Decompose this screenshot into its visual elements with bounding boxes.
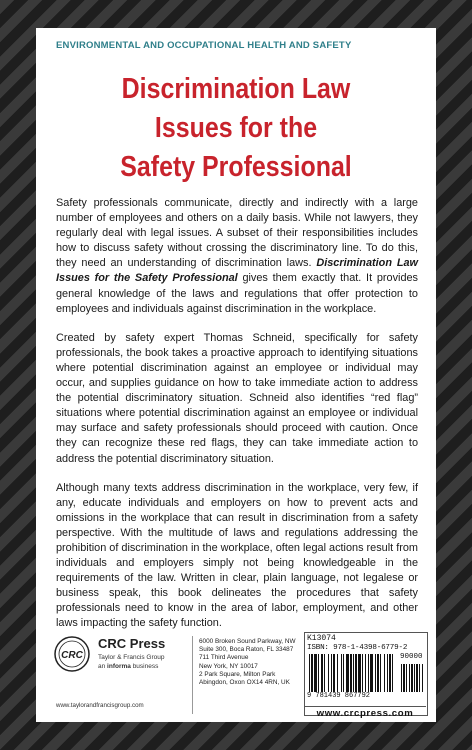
barcode-digits: 9 781439 867792 — [307, 692, 371, 700]
title-line-1: Discrimination Law — [121, 73, 351, 105]
paragraph-3: Although many texts address discrimination in the workplace, very few, if any, educate individuals and employers on how to prevent acts and omissions in the workplace that can result in discrimination from a safety perspective. With the multitude of laws and regulations addressing the prohibition of discrimination in the workplace, often legal actions result from individuals and employers simply not being knowledgeable in the requirements of the law. Written in clear, plain language, not legalese or business speak, this book delineates the procedures that safety professionals need to know in the area of labor, employment, and other laws impacting the safety function. — [56, 481, 418, 630]
publisher-name: CRC Press — [98, 636, 166, 651]
paragraph-1-text-a: Safety professionals communicate, directly and indirectly with a large number of employees and others on a daily basis. While not lawyers, they regularly deal with legal issues. A subset of their responsibilities includes how to discuss safety without crossing the discriminatory line. To do this, they need an understanding of discrimination laws. — [56, 197, 418, 270]
informa-bold: informa — [107, 663, 131, 670]
isbn-barcode-box — [304, 632, 428, 716]
product-code: K13074 — [307, 634, 336, 643]
paragraph-2: Created by safety expert Thomas Schneid, specifically for safety professionals, the book takes a proactive approach to identifying situations where potential discrimination against an employee or individual may occur, and supplies guidance on how to take immediate action to address the potential discriminatory situation. Schneid also identifies “red flag” situations where potential discrimination against an employee or individual may surface and safety professionals should proceed with caution. Once they can recognize these red flags, they can take immediate action to address the potential discriminatory situation. — [56, 331, 418, 465]
book-title — [64, 70, 408, 187]
publisher-url: www.taylorandfrancisgroup.com — [56, 702, 144, 709]
address-line: 6000 Broken Sound Parkway, NW — [199, 638, 296, 645]
divider — [192, 636, 193, 714]
price-code: 90000 — [400, 653, 423, 661]
address-line: 711 Third Avenue — [199, 654, 249, 662]
publisher-addresses — [199, 638, 296, 687]
address-line: Suite 300, Boca Raton, FL 33487 — [199, 646, 294, 654]
crc-logo-icon — [54, 636, 90, 672]
address-line: New York, NY 10017 — [199, 662, 258, 670]
publisher-group: Taylor & Francis Group — [98, 654, 165, 661]
crc-website: www.crcpress.com — [304, 706, 426, 720]
paragraph-1 — [56, 196, 418, 317]
description — [56, 196, 418, 646]
paragraph-1-book-title: Discrimination Law Issues for the Safety Professional — [56, 257, 418, 285]
address-line: 2 Park Square, Milton Park — [199, 670, 276, 678]
address-line: Abingdon, Oxon OX14 4RN, UK — [199, 679, 290, 687]
footer — [36, 618, 436, 722]
paragraph-1-text-b: gives them exactly that. It provides general knowledge of the laws and regulations that offer protection to employees and individuals against discrimination in the workplace. — [56, 272, 419, 315]
informa-prefix: an — [98, 663, 108, 670]
informa-suffix: business — [130, 663, 159, 670]
isbn-number: ISBN: 978-1-4398-6779-2 — [307, 644, 408, 652]
crc-logo-text: CRC — [61, 650, 83, 661]
title-line-2: Issues for the — [154, 112, 318, 144]
back-cover-panel — [36, 28, 436, 722]
title-line-3: Safety Professional — [120, 151, 352, 183]
series-label: ENVIRONMENTAL AND OCCUPATIONAL HEALTH AND SAFETY — [56, 40, 352, 51]
publisher-informa — [98, 663, 158, 670]
